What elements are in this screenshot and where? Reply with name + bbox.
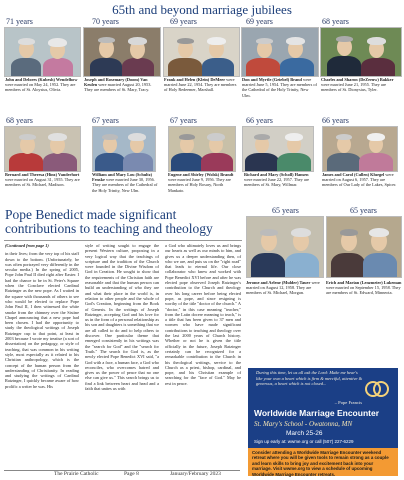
- page-footer: [0, 470, 244, 480]
- continued-note: (Continued from page 1): [5, 243, 49, 248]
- ad-title: Worldwide Marriage Encounter: [254, 408, 380, 418]
- years-label: 68 years: [322, 17, 349, 26]
- years-label: 69 years: [246, 17, 273, 26]
- years-label: 67 years: [92, 116, 119, 125]
- ad-quote: During this time, let us all ask the Lord: Make me hear's like your own a heart which is firm & merciful, attentive & generous, a heart which is not closed...: [256, 370, 363, 387]
- jubilee-caption: Eugene and Shirley (Wolsk) Brandt were married June 9, 1956. They are members of Holy Rosary, North Mankato.: [168, 172, 234, 193]
- couple-photo: [4, 27, 81, 77]
- jubilee-caption: Bernard and Theresa (Hinz) Vanderhort were married on August 31, 1955. They are members of St. Michael, Madison.: [5, 172, 80, 188]
- divider: [4, 240, 242, 241]
- footer-page: Page 8: [124, 471, 139, 477]
- jubilee-caption: Don and Myrtle (Geiebel) Brand were married June 5, 1954. They are members of the Cathedral of the Holy Trinity, New Ulm.: [242, 77, 317, 98]
- ad-signup[interactable]: Sign up early at: wwme.org or call (507) 227-6229: [254, 439, 354, 444]
- years-label: 65 years: [350, 206, 377, 215]
- years-label: 70 years: [92, 17, 119, 26]
- jubilee-caption: Erich and Marian (Lenzmeier) Lukeman were married on September 15, 1958. They are members of St. Edward, Minneota.: [326, 280, 402, 296]
- page-title: 65th and beyond marriage jubilees: [112, 2, 292, 17]
- article-column-3: [165, 243, 241, 389]
- years-label: 66 years: [246, 116, 273, 125]
- heart-rings-icon: [362, 374, 392, 404]
- couple-photo: [83, 27, 161, 77]
- couple-photo: [92, 126, 156, 172]
- couple-photo: [4, 126, 81, 172]
- years-label: 65 years: [272, 206, 299, 215]
- footer-publication: The Prairie Catholic: [54, 471, 99, 477]
- jubilee-caption: John and Delores (Kubesh) Wendelbow were married on May 24, 1952. They are members of St. Aloysius, Olivia.: [5, 77, 78, 93]
- couple-photo: [168, 126, 236, 172]
- years-label: 71 years: [6, 17, 33, 26]
- article-text: a God who ultimately loves us and brings our hearts as well as our minds to him, and gives us a deeper understanding then, of who we are, and puts us on the "right road" that leads to eternal life. Our close collaborator who knew and worked with Pope Benedict XVI before and after he was elected pope observed Joseph Ratzinger's contribution to the Church and theology over his long career before being elected pope, as pope, and since resigning is worthy of the title "doctor of the church." A "doctor," in this case meaning "teacher," from the Latin docere meaning to teach," is a title that has been given to 37 men and women who have made significant contributions to teaching and theology over the last 2000 years of Church history. Whether or not he is given the title officially in the future, Joseph Ratzinger certainly can be recognized for a remarkable contribution to the Church in his theological writings, service to the Church as a priest, bishop, cardinal, and pope, and his Christian example of searching for the "face of God." May he rest in peace.: [165, 243, 241, 386]
- years-label: 66 years: [322, 116, 349, 125]
- couple-photo: [320, 27, 402, 77]
- years-label: 69 years: [170, 17, 197, 26]
- article-headline: Pope Benedict made significant contributions to teaching and theology: [5, 207, 213, 236]
- article-text: style of writing sought to engage the present Western culture, proposing in a very logical way that the teachings of scripture and the tradition of the Church were founded in the Divine Wisdom of God in Creation. He sought to show that the requirements of the Christian faith are reasonable and that the human person can build an understanding of who they are and what their place in the world is, in relation to other people and the whole of God's Creation, beginning from the Book of Genesis. In the writings of Joseph Ratzinger, accepting God and his love for us in the form of a personal relationship as his son and daughters is something that we are all called to do and to help others to discover. One particular theme that emerged consistently in his writings was the "search for God" and the "search for Truth." The search for God is, as the newly elected Pope Benedict XVI said, "a God with a face, a human face, a God who reconciles, who overcomes hatred and gives us the power of peace that no one else can give us." This search brings us to find a link between heart and head and a faith that unites us with: [85, 243, 159, 392]
- years-label: 68 years: [6, 116, 33, 125]
- jubilee-caption: Jerome and Arlene (Mulder) Tauer were married on August 12, 1958. They are members of St. Michael, Morgan.: [246, 280, 320, 296]
- article-text: in their lives; from the very top of his staff down to the bottom. (Unfortunately, he was often portrayed very differently in the secular media.) In the spring of 2005, Pope John Paul II died right after Easter. I had the chance to be in St. Peter's Square when the Conclave elected Cardinal Ratzinger as the new pope. As I waited in the square with thousands of others to see who would be elected to replace Pope John Paul II, I then witnessed the white smoke from the chimney over the Sistine Chapel announcing that a new pope had been chosen. I had the opportunity to study the theological writings of Joseph Ratzinger cup to that point, at least in 2003 because I wrote my treatise (a sort of dissertation) on the pedagogy, or style of teaching, that was common in his writing style, most especially as it related to his Christian anthropology, which is the concept of the human person from the understanding of Christianity. In reading and studying the writings of Cardinal Ratzinger, I quickly became aware of how prolific a writer he was. His: [5, 251, 79, 389]
- couple-photo: [322, 126, 398, 172]
- ad-dates: March 25-26: [286, 430, 323, 437]
- ad-quote-author: – Pope Francis: [334, 400, 362, 405]
- couple-photo: [246, 216, 324, 278]
- jubilee-caption: Charles and Sharon (DeZeeuw) Bakker were married June 21, 1955. They are members of St. Dionysius, Tyler.: [321, 77, 394, 93]
- couple-photo: [163, 27, 240, 77]
- article-column-2: [85, 243, 159, 394]
- jubilee-caption: James and Carol (Cullen) Kluegel were married on August 6, 1957. They are members of Our Lady of the Lakes, Spicer.: [322, 172, 397, 188]
- jubilee-caption: Joseph and Rosemary (Doom) Van Keulen were married August 20, 1953. They are members of St. Mary, Tracy.: [84, 77, 152, 93]
- footer-issue: January/February 2023: [170, 471, 221, 477]
- ad-info-box: [248, 448, 398, 476]
- article-column-1: [5, 243, 79, 392]
- years-label: 67 years: [170, 116, 197, 125]
- ad-location: St. Mary's School - Owatonna, MN: [254, 420, 353, 428]
- couple-photo: [241, 27, 319, 77]
- marriage-encounter-ad: [248, 368, 398, 448]
- jubilee-caption: William and Mary Lou (Schultz) Fenske were married June 30, 1956. They are members of the Cathedral of the Holy Trinity, New Ulm.: [92, 172, 158, 193]
- jubilee-caption: Richard and Mary (Scholl) Hansen were married June 22, 1957. They are members of St. Mary, Willmar.: [244, 172, 310, 188]
- jubilee-caption: Frank and Helen (Klein) DeMeer were married June 22, 1954. They are members of Holy Redeemer, Marshall.: [164, 77, 237, 93]
- ad-info-text: Consider attending a Worldwide Marriage Encounter weekend retreat where you will be given tools to remain strong as a couple and learn skills to bring joy and excitement back into your marriage. Visit wwme.org to view a schedule of upcoming Worldwide Marriage Encounter retreats.: [252, 450, 389, 477]
- couple-photo: [242, 126, 314, 172]
- couple-photo: [326, 216, 402, 278]
